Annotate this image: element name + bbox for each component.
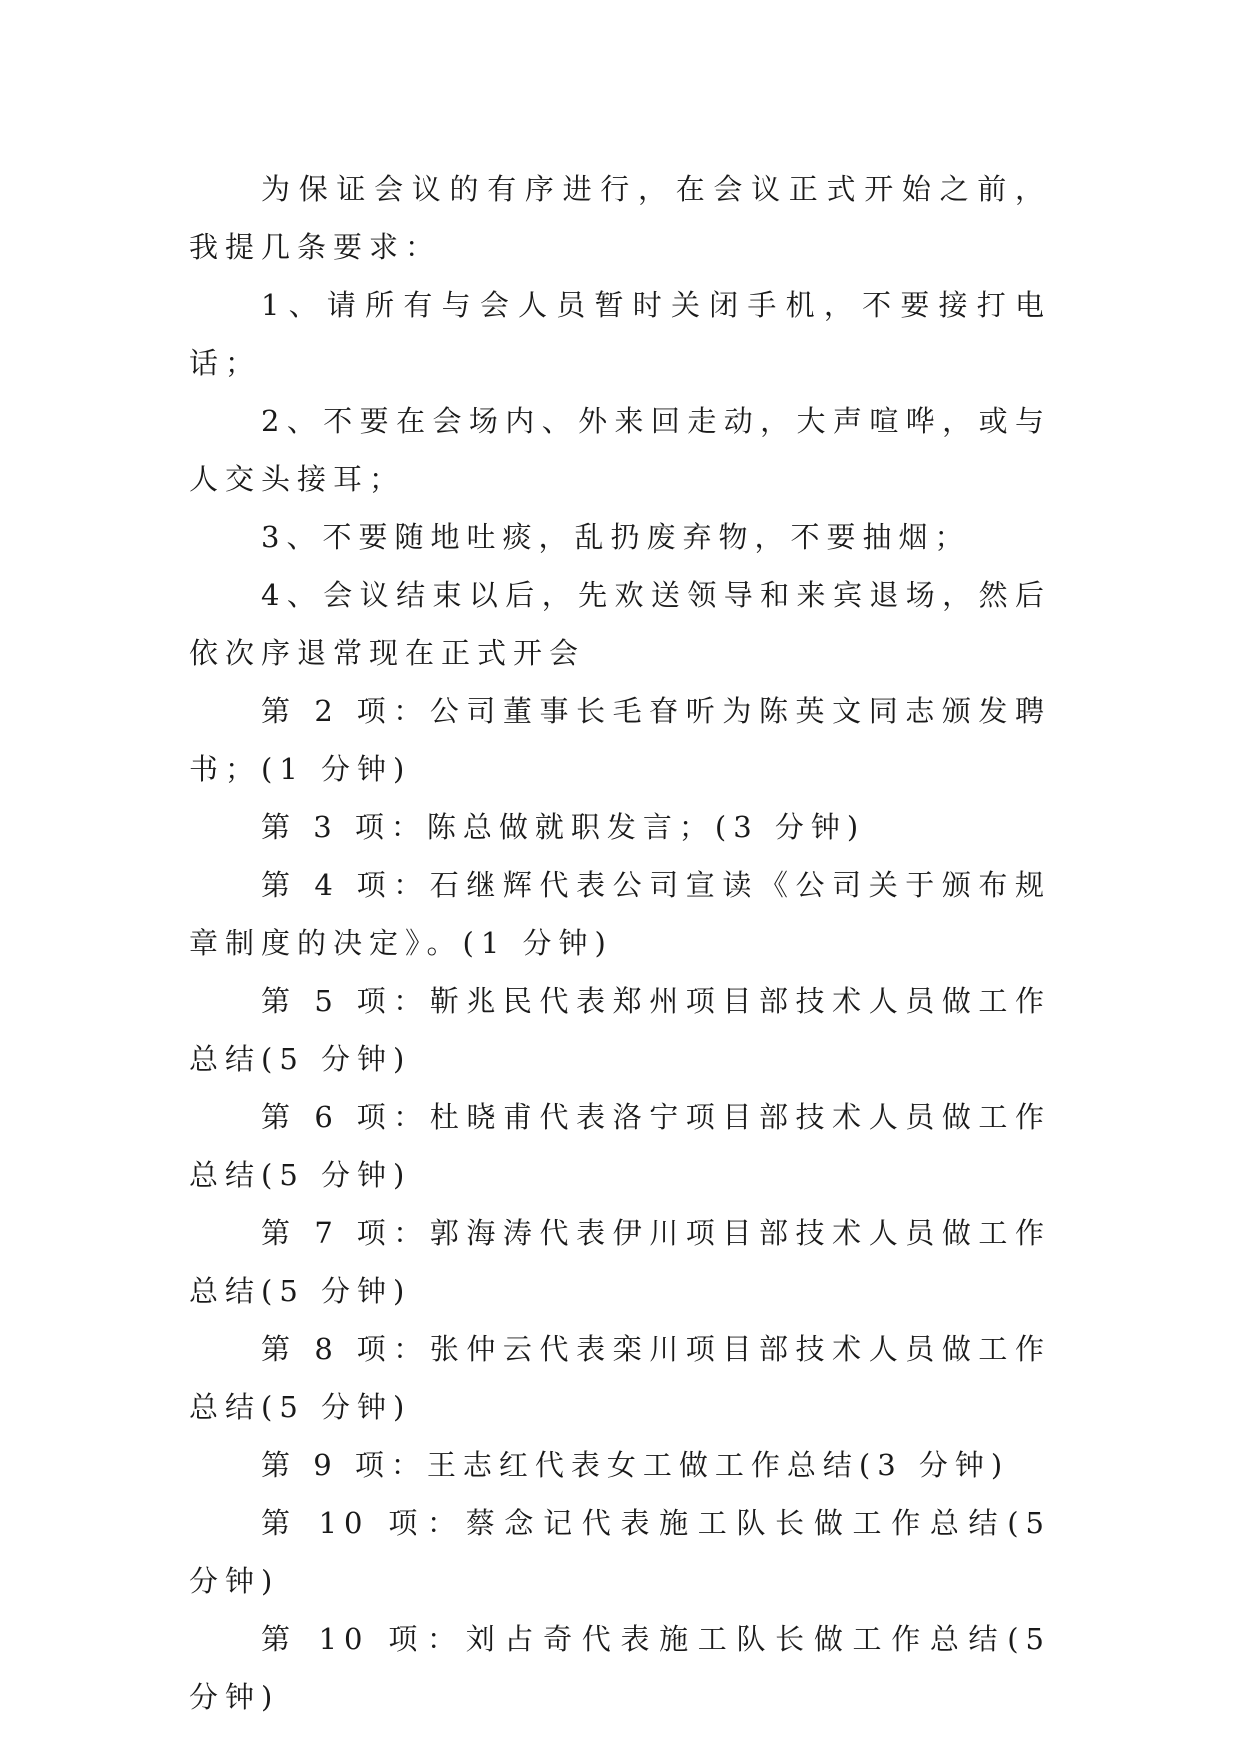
paragraph-item-10a: 第 10 项：蔡念记代表施工队长做工作总结(5 分钟) [189, 1506, 1051, 1598]
paragraph-rule-4: 4、会议结束以后，先欢送领导和来宾退场，然后依次序退常现在正式开会 [189, 578, 1051, 670]
paragraph-intro: 为保证会议的有序进行，在会议正式开始之前，我提几条要求： [189, 172, 1051, 264]
paragraph-item-6: 第 6 项：杜晓甫代表洛宁项目部技术人员做工作总结(5 分钟) [189, 1100, 1051, 1192]
paragraph-item-4: 第 4 项：石继辉代表公司宣读《公司关于颁布规章制度的决定》。(1 分钟) [189, 868, 1051, 960]
paragraph-rule-3: 3、不要随地吐痰，乱扔废弃物，不要抽烟； [261, 520, 971, 554]
paragraph-item-7: 第 7 项：郭海涛代表伊川项目部技术人员做工作总结(5 分钟) [189, 1216, 1051, 1308]
document-body [189, 160, 1051, 1726]
paragraph-item-2: 第 2 项：公司董事长毛眘听为陈英文同志颁发聘书；(1 分钟) [189, 694, 1051, 786]
paragraph-item-9: 第 9 项：王志红代表女工做工作总结(3 分钟) [261, 1448, 1010, 1482]
paragraph-rule-2: 2、不要在会场内、外来回走动，大声喧哗，或与人交头接耳； [189, 404, 1051, 496]
paragraph-item-10b: 第 10 项：刘占奇代表施工队长做工作总结(5 分钟) [189, 1622, 1051, 1714]
paragraph-rule-1: 1、请所有与会人员暂时关闭手机，不要接打电话； [189, 288, 1051, 380]
paragraph-item-8: 第 8 项：张仲云代表栾川项目部技术人员做工作总结(5 分钟) [189, 1332, 1051, 1424]
paragraph-item-5: 第 5 项：靳兆民代表郑州项目部技术人员做工作总结(5 分钟) [189, 984, 1051, 1076]
paragraph-item-3: 第 3 项：陈总做就职发言；(3 分钟) [261, 810, 866, 844]
